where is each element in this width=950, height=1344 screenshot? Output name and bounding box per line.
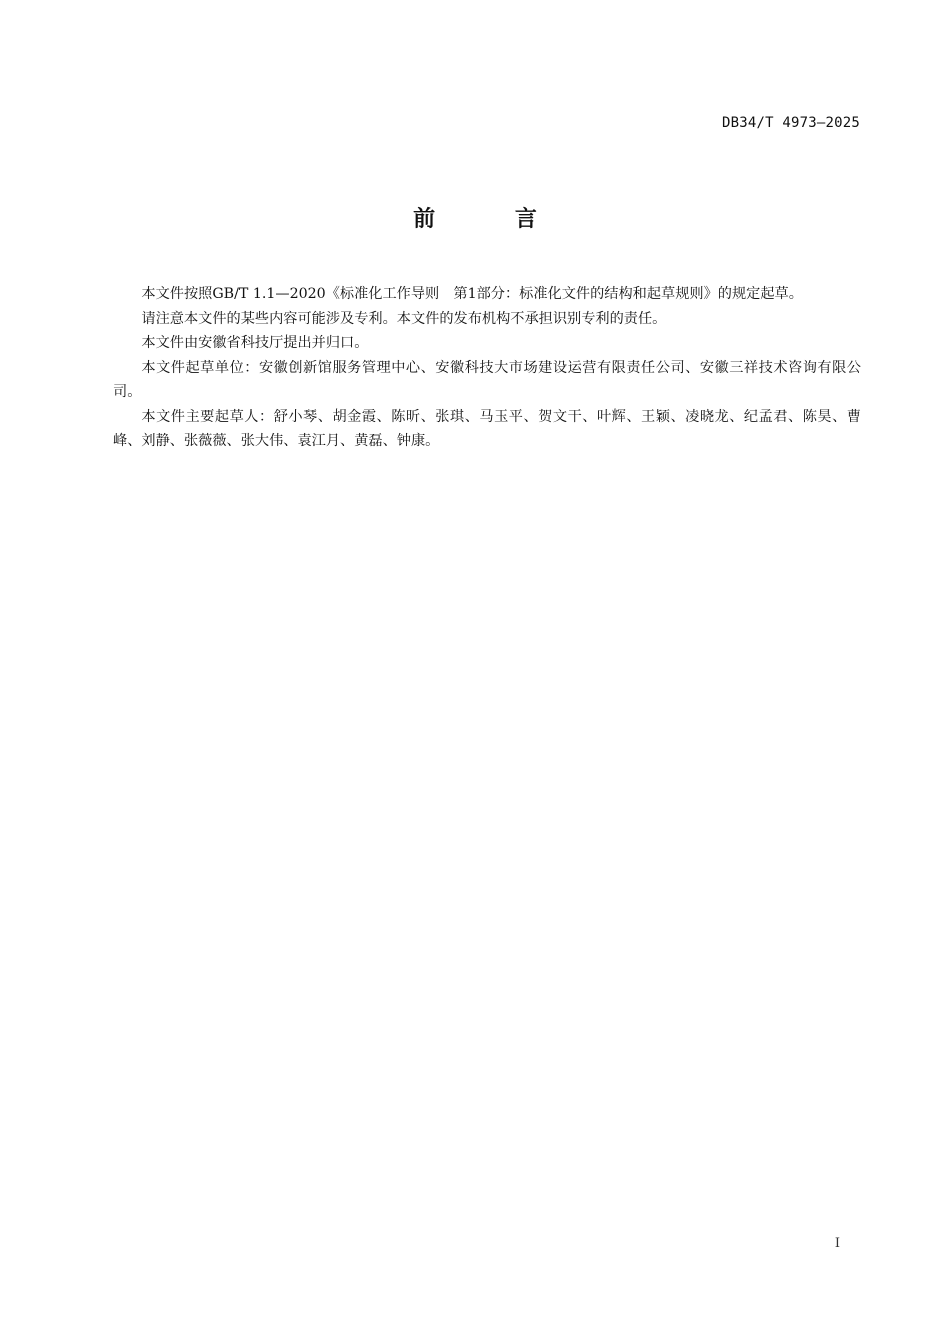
page-number: I — [834, 1236, 840, 1251]
paragraph-drafting-units: 本文件起草单位：安徽创新馆服务管理中心、安徽科技大市场建设运营有限责任公司、安徽三祥技术咨询有限公司。 — [113, 359, 861, 400]
document-code: DB34/T 4973—2025 — [721, 115, 860, 131]
paragraph-proposer: 本文件由安徽省科技厅提出并归口。 — [141, 335, 369, 351]
paragraph-patent-notice: 请注意本文件的某些内容可能涉及专利。本文件的发布机构不承担识别专利的责任。 — [141, 310, 667, 327]
paragraph-drafters: 本文件主要起草人：舒小琴、胡金霞、陈昕、张琪、马玉平、贺文干、叶辉、王颖、凌晓龙、纪孟君、陈昊、曹峰、刘静、张薇薇、张大伟、袁江月、黄磊、钟康。 — [113, 408, 861, 449]
paragraph-drafting-basis: 本文件按照GB/T 1.1—2020《标准化工作导则 第1部分：标准化文件的结构和起草规则》的规定起草。 — [141, 286, 803, 302]
foreword-body — [113, 282, 861, 454]
page-title: 前 言 — [413, 207, 573, 232]
